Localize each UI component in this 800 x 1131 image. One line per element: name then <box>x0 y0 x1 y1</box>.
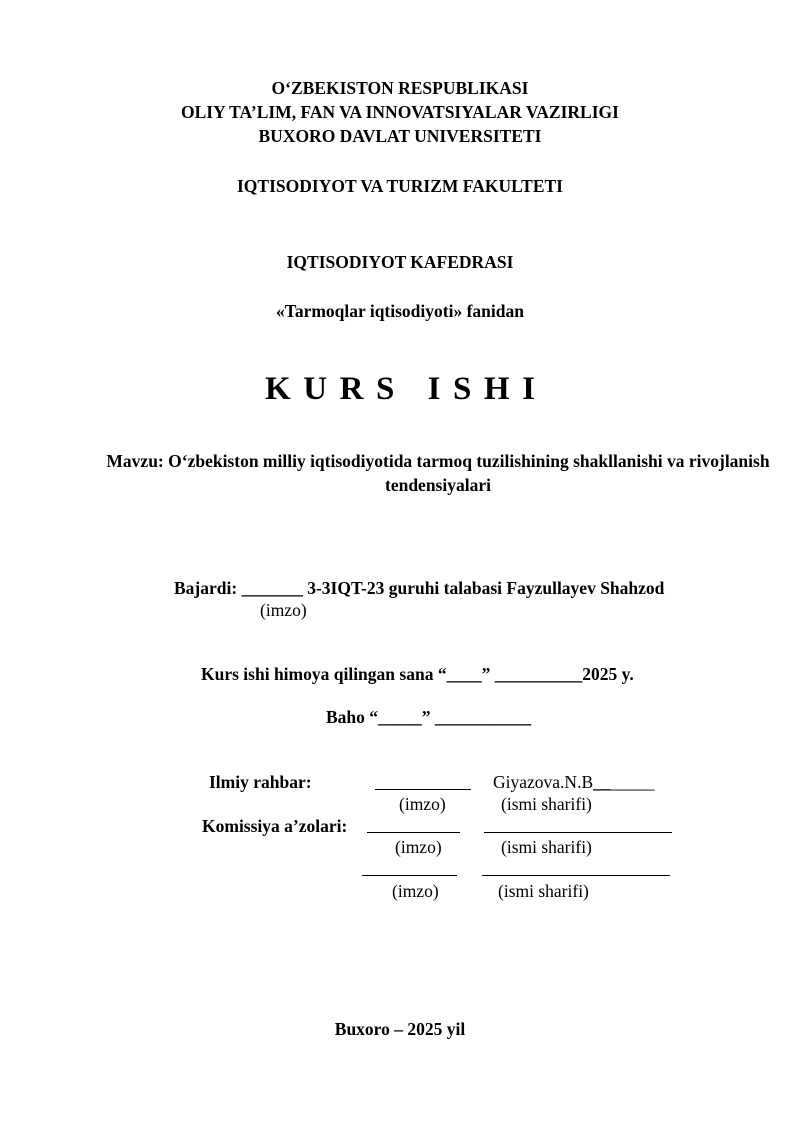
university-heading: BUXORO DAVLAT UNIVERSITETI <box>258 126 542 146</box>
commission-name-line-1 <box>484 832 672 833</box>
commission-name-caption-1: (ismi sharifi) <box>501 837 592 857</box>
supervisor-name-underline: _____ <box>610 772 655 792</box>
supervisor-signature-line <box>375 789 471 790</box>
performer-info: 3-3IQT-23 guruhi talabasi Fayzullayev Shahzod <box>307 578 665 598</box>
commission-name-caption-2: (ismi sharifi) <box>498 881 589 901</box>
subject-line: «Tarmoqlar iqtisodiyoti» fanidan <box>276 301 524 321</box>
defense-date-line: Kurs ishi himoya qilingan sana “____” __________2025 y. <box>201 664 634 684</box>
commission-signature-line-1 <box>367 832 460 833</box>
commission-signature-caption-1: (imzo) <box>395 837 442 857</box>
performer-signature-caption: (imzo) <box>260 600 307 620</box>
supervisor-label: Ilmiy rahbar: <box>209 772 312 792</box>
supervisor-name-underline-bold: __ <box>593 772 611 792</box>
place-year-footer: Buxoro – 2025 yil <box>334 1019 466 1039</box>
commission-label: Komissiya a’zolari: <box>202 816 348 836</box>
commission-name-line-2 <box>482 875 670 876</box>
grade-line: Baho “_____” ___________ <box>326 707 532 727</box>
performer-label: Bajardi: <box>174 578 238 598</box>
country-heading: O‘ZBEKISTON RESPUBLIKASI <box>271 78 529 98</box>
performer-signature-blank: _______ <box>241 578 303 598</box>
department-heading: IQTISODIYOT KAFEDRASI <box>286 252 514 272</box>
supervisor-name-caption: (ismi sharifi) <box>501 794 592 814</box>
supervisor-signature-caption: (imzo) <box>399 794 446 814</box>
commission-signature-caption-2: (imzo) <box>392 881 439 901</box>
supervisor-name: Giyazova.N.B <box>493 772 594 792</box>
document-title: KURS ISHI <box>265 371 548 407</box>
topic-text: Mavzu: O‘zbekiston milliy iqtisodiyotida tarmoq tuzilishining shakllanishi va rivojlanish tendensiyalari <box>106 451 770 495</box>
supervisor-name-line <box>493 770 654 794</box>
ministry-heading: OLIY TA’LIM, FAN VA INNOVATSIYALAR VAZIRLIGI <box>181 102 619 122</box>
performer-line <box>174 576 664 600</box>
faculty-heading: IQTISODIYOT VA TURIZM FAKULTETI <box>237 176 563 196</box>
commission-signature-line-2 <box>362 875 457 876</box>
